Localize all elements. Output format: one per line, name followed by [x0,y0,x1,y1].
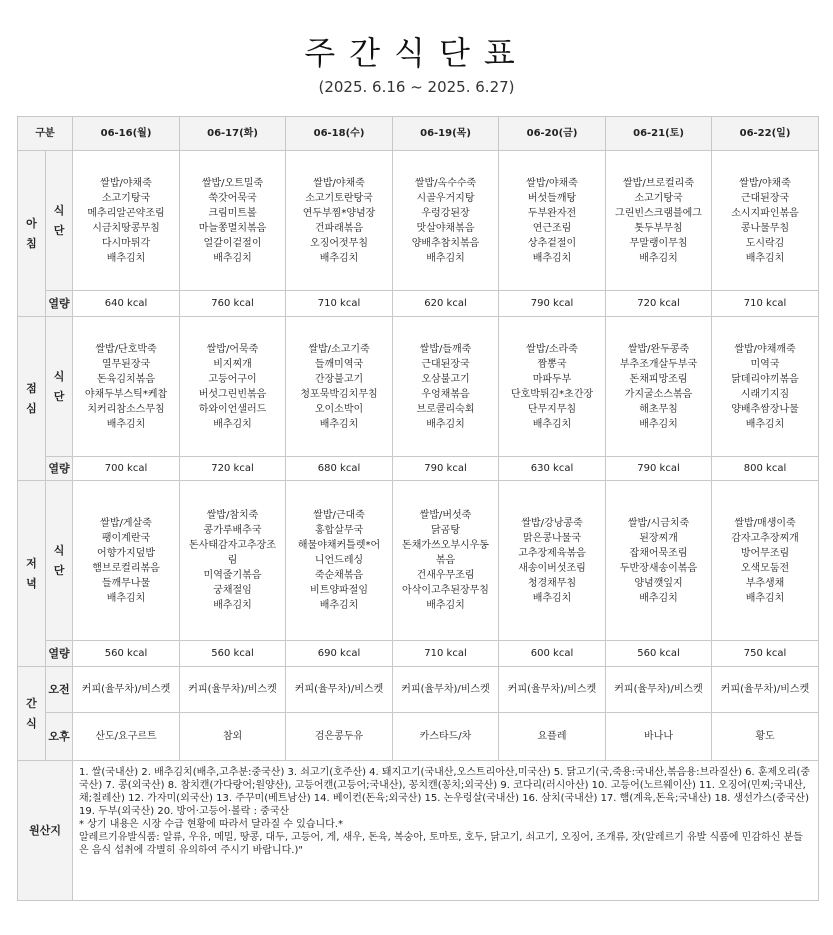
origin-notes [73,761,819,901]
menu-cell [286,481,393,641]
menu-item: 근대된장국 [421,358,470,370]
menu-item: 콩나물무침 [740,222,790,234]
meal-label-snack: 간 식 [18,667,46,761]
menu-item: 배추김치 [319,600,359,611]
menu-item: 부추조개살두부국 [619,358,698,370]
menu-item: 쌀밥/야채죽 [739,177,791,189]
menu-item: 시골우거지탕 [416,192,475,204]
menu-item: 배추김치 [639,252,678,264]
menu-item: 마늘쫑멸치볶음 [198,222,267,234]
day-header: 06-21(토) [606,117,712,151]
menu-cell [606,481,712,641]
snack-cell: 커피(율무차)/비스켓 [499,667,606,713]
menu-item: 쌀밥/버섯죽 [419,510,472,521]
menu-item: 고등어구이 [208,373,257,385]
menu-cell [712,151,819,291]
menu-item: 건새우무조림 [416,570,475,581]
menu-item: 림 [227,555,238,566]
snack-cell: 바나나 [606,713,712,761]
menu-cell [286,317,393,457]
menu-cell [499,481,606,641]
menu-item: 팽이계란국 [101,532,151,544]
menu-item: 소고기토란탕국 [305,192,373,204]
menu-item: 쌀밥/단호박죽 [95,343,157,355]
menu-item: 두반장새송이볶음 [619,562,698,574]
menu-item: 배추김치 [532,418,572,430]
menu-item: 쌀밥/야채죽 [526,177,578,189]
menu-item: 배추김치 [745,252,785,264]
menu-item: 간장불고기 [314,373,364,385]
menu-item: 배추김치 [106,592,146,604]
menu-item: 쌀밥/완두콩죽 [627,343,690,355]
meal-label-lunch: 점 심 [18,317,46,481]
calorie-cell: 750 kcal [712,641,819,667]
menu-item: 배추김치 [213,600,252,611]
menu-cell [286,151,393,291]
menu-item: 쌀밥/소고기죽 [308,343,370,355]
menu-item: 쌀밥/야채죽 [313,177,365,189]
menu-cell [180,481,286,641]
menu-item: 짬뽕국 [537,358,567,370]
menu-item: 해물야채커틀렛*어 [297,540,381,551]
meal-label-breakfast: 아 침 [18,151,46,317]
menu-item: 배추김치 [639,418,678,430]
menu-item: 연두부찜*양념장 [302,207,376,219]
menu-item: 배추김치 [639,592,678,604]
menu-item: 오징어젓무침 [310,237,368,249]
menu-item: 소고기탕국 [101,192,151,204]
menu-item: 오색모둠전 [740,562,790,574]
header-row [18,117,819,151]
calorie-cell: 790 kcal [499,291,606,317]
menu-item: 무말랭이무침 [629,237,688,249]
snack-cell: 검은콩두유 [286,713,393,761]
snack-cell: 커피(율무차)/비스켓 [393,667,499,713]
menu-item: 돈육김치볶음 [97,373,155,385]
menu-item: 맑은콩나물국 [523,532,581,544]
calorie-cell: 720 kcal [180,457,286,481]
calorie-cell: 560 kcal [606,641,712,667]
menu-item: 배추김치 [106,252,146,264]
menu-item: 쌀밥/매생이죽 [734,517,796,529]
calorie-cell: 710 kcal [712,291,819,317]
menu-item: 오삼불고기 [421,373,470,385]
snack-am-row [18,667,819,713]
calorie-label: 열량 [46,457,73,481]
menu-item: 오이소박이 [314,403,364,415]
breakfast-calorie-row [18,291,819,317]
menu-item: 메추리알곤약조림 [87,207,165,219]
menu-item: 방어무조림 [740,547,790,559]
origin-label: 원산지 [18,761,73,901]
menu-item: 건파래볶음 [314,222,364,234]
menu-item: 쌀밥/어묵죽 [206,343,259,355]
menu-cell [606,317,712,457]
menu-item: 열무된장국 [101,358,151,370]
menu-cell [73,151,180,291]
menu-item: 야채두부스틱*케찹 [84,388,168,400]
menu-cell [712,317,819,457]
menu-item: 쌀밥/게살죽 [100,517,152,529]
menu-item: 양배추참치볶음 [411,237,480,249]
snack-cell: 산도/요구르트 [73,713,180,761]
menu-item: 상추겉절이 [527,237,577,249]
calorie-cell: 710 kcal [393,641,499,667]
menu-item: 그린빈스크램블에그 [615,207,702,219]
menu-item: 고추장제육볶음 [518,547,586,559]
menu-item: 배추김치 [213,252,252,264]
day-header: 06-18(수) [286,117,393,151]
snack-pm-row [18,713,819,761]
menu-item: 미역줄기볶음 [203,570,262,581]
menu-label: 식 단 [46,317,73,457]
calorie-cell: 560 kcal [73,641,180,667]
menu-cell [180,151,286,291]
meal-label-dinner: 저 녁 [18,481,46,667]
menu-item: 된장찌개 [639,532,678,544]
calorie-cell: 800 kcal [712,457,819,481]
calorie-cell: 680 kcal [286,457,393,481]
menu-item: 배추김치 [532,252,572,264]
snack-cell: 커피(율무차)/비스켓 [180,667,286,713]
menu-item: 청경채무침 [527,577,577,589]
day-header: 06-19(목) [393,117,499,151]
lunch-calorie-row [18,457,819,481]
snack-am-label: 오전 [46,667,73,713]
menu-item: 돈사태감자고추장조 [189,540,276,551]
menu-item: 양배추쌈장나물 [731,403,799,415]
menu-item: 마파두부 [532,373,572,385]
menu-item: 연근조림 [532,222,572,234]
menu-item: 크림미트볼 [208,207,257,219]
snack-cell: 커피(율무차)/비스켓 [73,667,180,713]
menu-item: 배추김치 [106,418,146,430]
calorie-cell: 700 kcal [73,457,180,481]
menu-item: 쌀밥/야채깨죽 [734,343,796,355]
calorie-cell: 760 kcal [180,291,286,317]
menu-item: 쌀밥/옥수수죽 [414,177,477,189]
menu-item: 해초무침 [639,403,678,415]
menu-item: 배추김치 [319,418,359,430]
menu-item: 쌀밥/강낭콩죽 [521,517,583,529]
menu-item: 배추김치 [319,252,359,264]
menu-item: 톳두부무침 [634,222,683,234]
menu-item: 소시지파인볶음 [731,207,799,219]
menu-item: 햄브로컬리볶음 [92,562,160,574]
menu-item: 비지찌개 [213,358,252,370]
menu-item: 하와이언샐러드 [198,403,267,415]
calorie-label: 열량 [46,641,73,667]
menu-item: 배추김치 [745,592,785,604]
period-subtitle: (2025. 6.16 ~ 2025. 6.27) [318,78,515,96]
lunch-menu-row [18,317,819,457]
menu-item: 배추김치 [426,418,465,430]
origin-disclaimer: * 상기 내용은 시장 수급 현황에 따라서 달라질 수 있습니다.* [79,819,343,830]
menu-cell [393,481,499,641]
menu-item: 도시락김 [745,237,785,249]
page-title: 주간식단표 [304,34,529,72]
snack-cell: 커피(율무차)/비스켓 [286,667,393,713]
menu-item: 배추김치 [213,418,252,430]
menu-item: 시금치땅콩무침 [92,222,160,234]
menu-item: 다시마튀각 [101,237,151,249]
menu-item: 시래기지짐 [740,388,790,400]
menu-label: 식 단 [46,151,73,291]
snack-cell: 황도 [712,713,819,761]
menu-item: 배추김치 [426,252,465,264]
calorie-cell: 710 kcal [286,291,393,317]
menu-item: 비트양파절임 [310,585,368,596]
breakfast-menu-row [18,151,819,291]
menu-cell [606,151,712,291]
menu-item: 배추김치 [745,418,785,430]
menu-item: 쑥갓어묵국 [208,192,257,204]
menu-item: 단호박튀김*초간장 [510,388,594,400]
menu-item: 얼갈이겉절이 [203,237,262,249]
menu-item: 돈채가쓰오부시우동 [402,540,489,551]
menu-item: 근대된장국 [740,192,790,204]
menu-item: 미역국 [750,358,780,370]
menu-item: 소고기탕국 [634,192,683,204]
menu-cell [393,317,499,457]
calorie-cell: 720 kcal [606,291,712,317]
calorie-cell: 640 kcal [73,291,180,317]
menu-item: 부추생채 [745,577,785,589]
header-category: 구분 [18,117,73,151]
weekly-menu-table [17,116,819,901]
menu-item: 들깨무나물 [101,577,151,589]
allergen-notice: 알레르기유발식품: 알류, 우유, 메밀, 땅콩, 대두, 고등어, 게, 새우, 돈육, 복숭아, 토마토, 호두, 닭고기, 쇠고기, 오징어, 조개류, 잣(알레르기 유발 식품에 민감하신 분들은 음식 섭취에 각별히 유의하여 주시기 바랍니다.)" [79,832,803,856]
menu-item: 쌀밥/근대죽 [313,510,365,521]
calorie-cell: 790 kcal [606,457,712,481]
snack-cell: 커피(율무차)/비스켓 [712,667,819,713]
menu-item: 치커리참소스무침 [87,403,165,415]
menu-item: 어향가지덮밥 [97,547,155,559]
snack-cell: 요플레 [499,713,606,761]
menu-cell [393,151,499,291]
menu-item: 홍합살무국 [314,525,364,536]
calorie-label: 열량 [46,291,73,317]
menu-cell [73,481,180,641]
menu-item: 가지굴소스볶음 [624,388,693,400]
calorie-cell: 600 kcal [499,641,606,667]
menu-item: 잡채어묵조림 [629,547,688,559]
day-header: 06-16(월) [73,117,180,151]
dinner-menu-row [18,481,819,641]
menu-item: 돈채피망조림 [629,373,688,385]
menu-item: 두부완자전 [527,207,577,219]
menu-cell [499,151,606,291]
menu-cell [180,317,286,457]
menu-item: 닭곰탕 [431,525,460,536]
menu-item: 양념깻잎지 [634,577,683,589]
menu-item: 쌀밥/브로컬리죽 [623,177,695,189]
dinner-calorie-row [18,641,819,667]
calorie-cell: 620 kcal [393,291,499,317]
calorie-cell: 560 kcal [180,641,286,667]
menu-item: 우렁강된장 [421,207,470,219]
menu-item: 단무지무침 [527,403,577,415]
menu-item: 우엉채볶음 [421,388,470,400]
menu-item: 새송이버섯조림 [518,562,586,574]
menu-item: 버섯그린빈볶음 [198,388,267,400]
menu-item: 볶음 [435,555,456,566]
origin-list: 1. 쌀(국내산) 2. 배추김치(배추,고추분:중국산) 3. 쇠고기(호주산) 4. 돼지고기(국내산,오스트리아산,미국산) 5. 닭고기(국,죽용:국내산,볶음용:브라질산) 6. 훈제오리(중국산) 7. 콩(외국산) 8. 참치캔(가다랑어;원양산), 고등어캔(고등어;국내산), 꽁치캔(꽁치;외국산) 9. 코다리(러시아산) 10. 고등어(노르웨이산) 11. 오징어(민찌;국내산,채;칠레산) 12. 가자미(외국산) 13. 주꾸미(베트남산) 14. 베이컨(돈육;외국산) 15. 논우렁살(국내산) 16. 삼치(국내산) 17. 햄(계육,돈육;국내산) 18. 생선가스(중국산) 19. 두부(외국산) 20. 방어·고등어·볼락 : 중국산 [79,767,811,817]
menu-item: 쌀밥/소라죽 [526,343,578,355]
menu-item: 쌀밥/들깨죽 [419,343,472,355]
menu-item: 쌀밥/야채죽 [100,177,152,189]
origin-row [18,761,819,901]
menu-label: 식 단 [46,481,73,641]
menu-item: 배추김치 [426,600,465,611]
menu-item: 쌀밥/오트밀죽 [201,177,264,189]
menu-item: 브로콜리숙회 [416,403,475,415]
calorie-cell: 790 kcal [393,457,499,481]
calorie-cell: 630 kcal [499,457,606,481]
snack-cell: 카스타드/차 [393,713,499,761]
calorie-cell: 690 kcal [286,641,393,667]
menu-item: 쌀밥/참치죽 [206,510,259,521]
menu-item: 쌀밥/시금치죽 [627,517,690,529]
menu-item: 니언드레싱 [314,555,364,566]
menu-item: 닭데리야끼볶음 [731,373,799,385]
snack-cell: 커피(율무차)/비스켓 [606,667,712,713]
menu-item: 들깨미역국 [314,358,364,370]
snack-pm-label: 오후 [46,713,73,761]
menu-item: 배추김치 [532,592,572,604]
menu-item: 아삭이고추된장무침 [402,585,489,596]
snack-cell: 참외 [180,713,286,761]
menu-item: 맛살야채볶음 [416,222,475,234]
menu-item: 궁채절임 [213,585,252,596]
menu-cell [712,481,819,641]
menu-item: 감자고추장찌개 [731,532,799,544]
day-header: 06-22(일) [712,117,819,151]
menu-cell [73,317,180,457]
day-header: 06-20(금) [499,117,606,151]
menu-item: 콩가루배추국 [203,525,262,536]
menu-item: 버섯들깨탕 [527,192,577,204]
day-header: 06-17(화) [180,117,286,151]
menu-item: 청포묵박김치무침 [300,388,378,400]
menu-item: 죽순채볶음 [314,570,364,581]
menu-cell [499,317,606,457]
